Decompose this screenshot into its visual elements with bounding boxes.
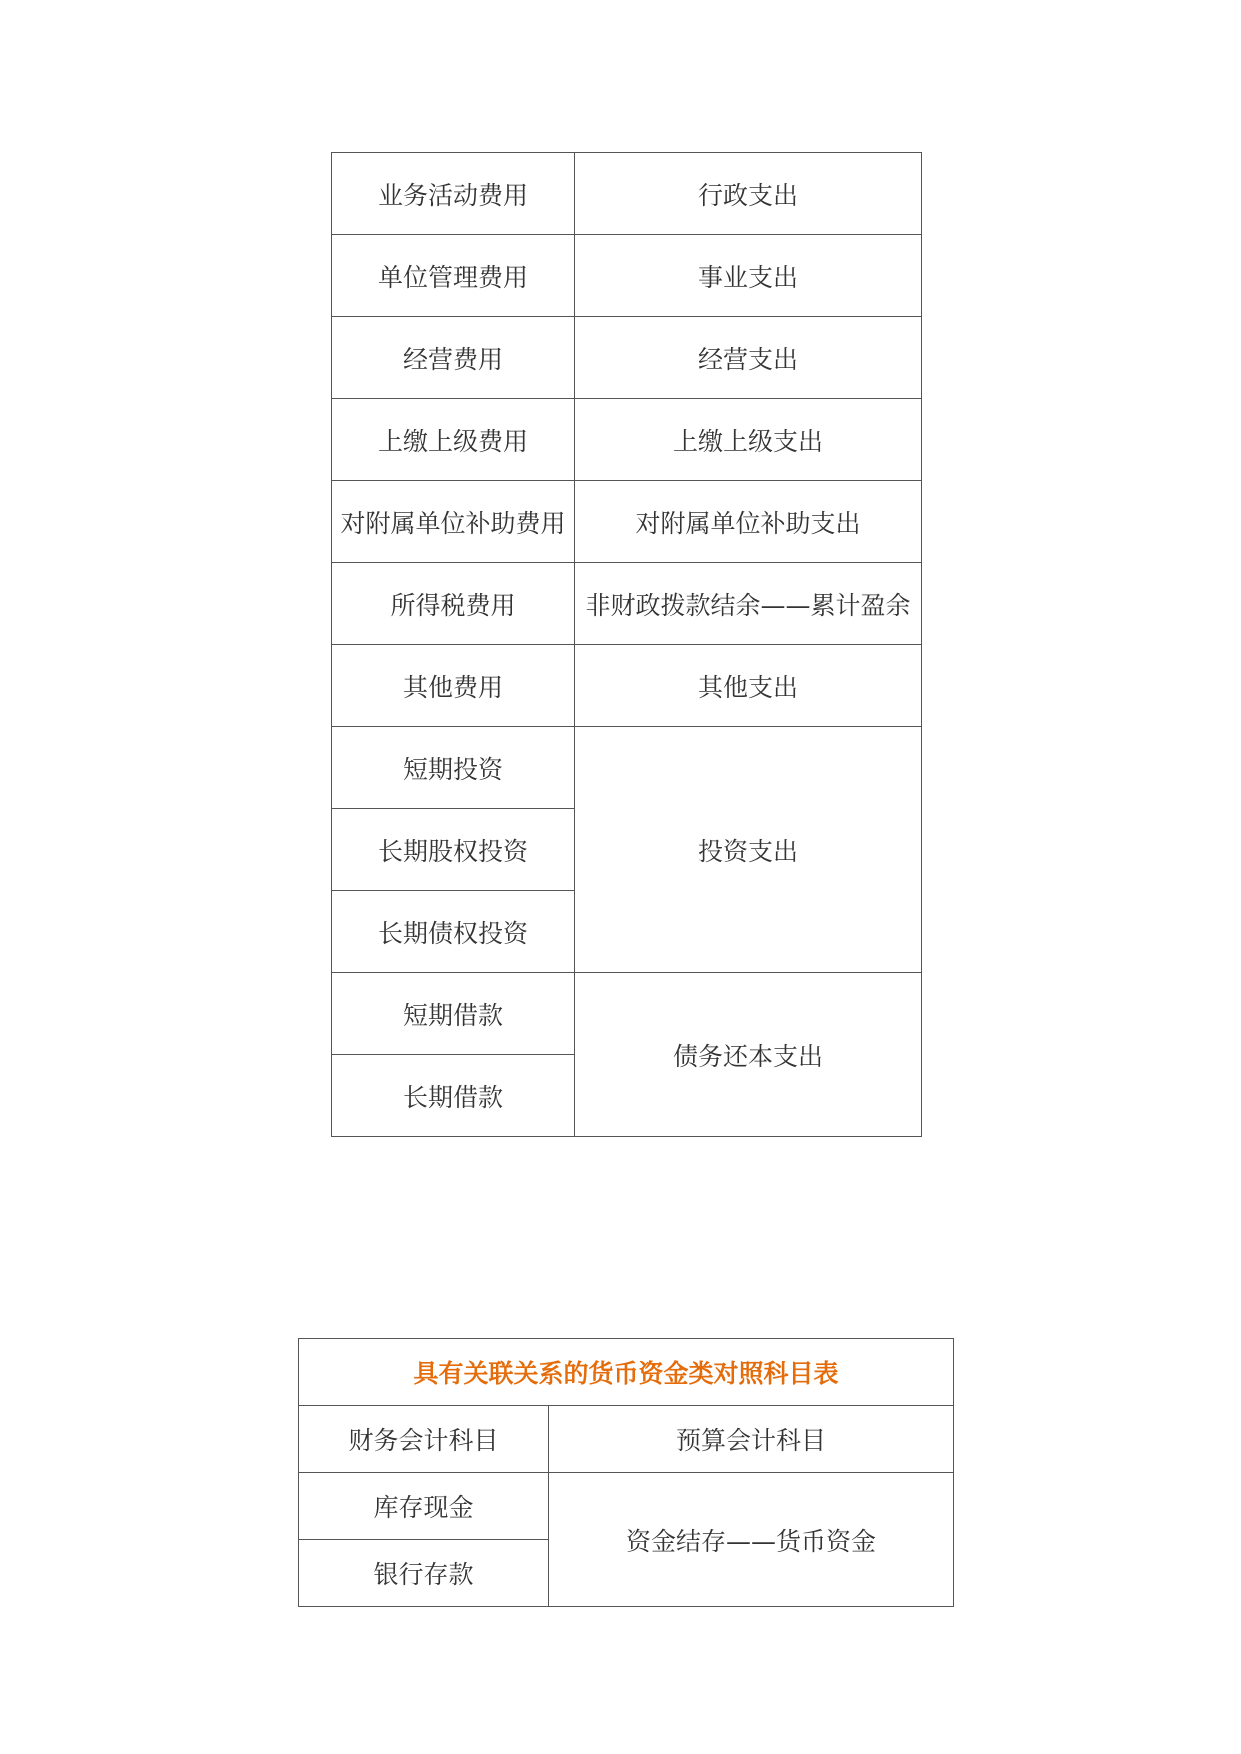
financial-account-cell: 银行存款 [299,1540,549,1607]
financial-account-cell: 短期投资 [332,727,575,809]
header-budget-account: 预算会计科目 [549,1406,954,1473]
financial-account-cell: 长期借款 [332,1055,575,1137]
budget-account-cell: 行政支出 [575,153,922,235]
table-row [332,317,922,399]
budget-account-cell: 其他支出 [575,645,922,727]
budget-account-cell: 事业支出 [575,235,922,317]
cash-mapping-table [298,1338,954,1607]
table-row [332,727,922,809]
table-row [332,481,922,563]
budget-account-merged-cell: 投资支出 [575,727,922,973]
financial-account-cell: 经营费用 [332,317,575,399]
table-row [332,563,922,645]
financial-account-cell: 单位管理费用 [332,235,575,317]
financial-account-cell: 短期借款 [332,973,575,1055]
table-row [332,399,922,481]
financial-account-cell: 库存现金 [299,1473,549,1540]
financial-account-cell: 所得税费用 [332,563,575,645]
header-financial-account: 财务会计科目 [299,1406,549,1473]
table-row [332,645,922,727]
financial-account-cell: 上缴上级费用 [332,399,575,481]
financial-account-cell: 业务活动费用 [332,153,575,235]
table-title: 具有关联关系的货币资金类对照科目表 [299,1339,954,1406]
budget-account-merged-cell: 债务还本支出 [575,973,922,1137]
budget-account-merged-cell: 资金结存——货币资金 [549,1473,954,1607]
expense-mapping-table [331,152,922,1137]
table-row [332,973,922,1055]
table-title-row [299,1339,954,1406]
table-header-row [299,1406,954,1473]
table-row [299,1473,954,1540]
table-row [332,235,922,317]
financial-account-cell: 长期股权投资 [332,809,575,891]
table-row [332,153,922,235]
financial-account-cell: 长期债权投资 [332,891,575,973]
budget-account-cell: 上缴上级支出 [575,399,922,481]
budget-account-cell: 经营支出 [575,317,922,399]
financial-account-cell: 对附属单位补助费用 [332,481,575,563]
budget-account-cell: 对附属单位补助支出 [575,481,922,563]
budget-account-cell: 非财政拨款结余——累计盈余 [575,563,922,645]
financial-account-cell: 其他费用 [332,645,575,727]
